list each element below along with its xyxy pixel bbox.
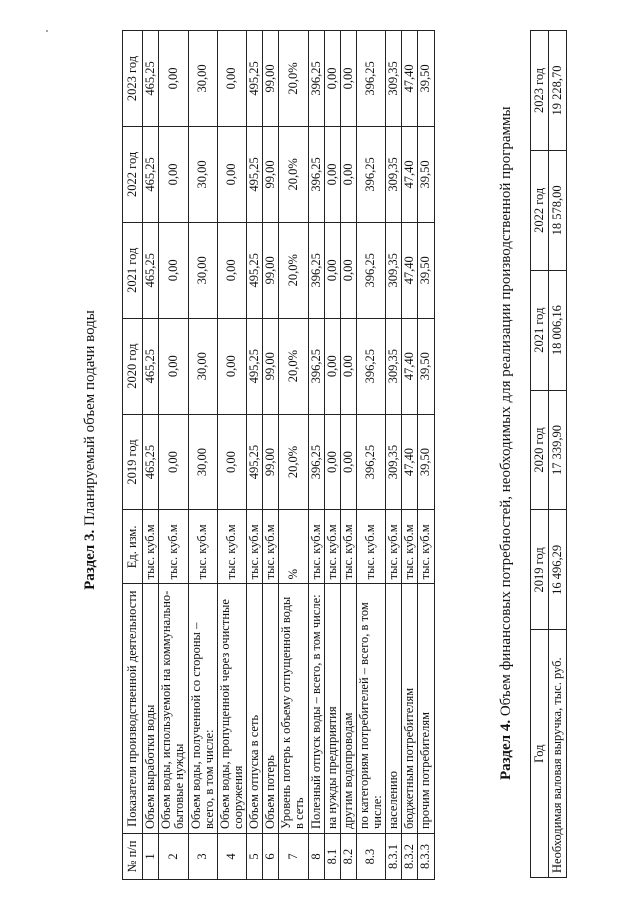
cell-value: 47,40 [402, 31, 418, 127]
row-indicator: Полезный отпуск воды – всего, в том числе: [308, 584, 324, 834]
row-unit: тыс. куб.м [263, 510, 279, 584]
cell-value: 19 228,70 [549, 31, 567, 151]
header-year: 2022 год [123, 126, 143, 222]
row-unit: тыс. куб.м [340, 510, 356, 584]
document-page [22, 20, 622, 880]
row-number: 6 [263, 834, 279, 880]
row-unit: тыс. куб.м [324, 510, 340, 584]
cell-value: 30,00 [188, 126, 217, 222]
financial-needs-table [530, 30, 567, 878]
cell-value: 0,00 [340, 414, 356, 510]
header-indicator: Показатели производственной деятельности [123, 584, 143, 834]
row-indicator: по категориям потребителей – всего, в том числе: [356, 584, 385, 834]
row-number: 8.3.2 [402, 834, 418, 880]
table-row [159, 31, 188, 880]
section3-title-text: Планируемый объем подачи воды [82, 310, 98, 530]
cell-value: 396,25 [308, 318, 324, 414]
row-indicator: Объем выработки воды [143, 584, 159, 834]
table-row [549, 31, 567, 878]
cell-value: 39,50 [418, 222, 434, 318]
cell-value: 396,25 [308, 222, 324, 318]
table-row [402, 31, 418, 880]
header-year: 2021 год [123, 222, 143, 318]
row-indicator: Объем воды, пропущенной через очистные сооружения [217, 584, 246, 834]
row-unit: тыс. куб.м [188, 510, 217, 584]
cell-value: 99,00 [263, 126, 279, 222]
cell-value: 20,0% [279, 31, 308, 127]
row-unit: тыс. куб.м [356, 510, 385, 584]
header-year-label: Год [531, 630, 549, 878]
cell-value: 396,25 [308, 414, 324, 510]
cell-value: 39,50 [418, 414, 434, 510]
table-row [188, 31, 217, 880]
row-indicator: населению [386, 584, 402, 834]
cell-value: 309,35 [386, 414, 402, 510]
row-unit: тыс. куб.м [402, 510, 418, 584]
cell-value: 0,00 [159, 126, 188, 222]
cell-value: 396,25 [356, 126, 385, 222]
cell-value: 18 006,16 [549, 270, 567, 390]
row-unit: тыс. куб.м [308, 510, 324, 584]
cell-value: 47,40 [402, 414, 418, 510]
header-year: 2023 год [531, 31, 549, 151]
row-indicator: Объем отпуска в сеть [247, 584, 263, 834]
table-row [143, 31, 159, 880]
row-number: 8.3.3 [418, 834, 434, 880]
cell-value: 0,00 [340, 31, 356, 127]
water-supply-table [122, 30, 435, 880]
row-unit: тыс. куб.м [143, 510, 159, 584]
cell-value: 0,00 [217, 318, 246, 414]
cell-value: 39,50 [418, 126, 434, 222]
cell-value: 0,00 [217, 414, 246, 510]
cell-value: 17 339,90 [549, 390, 567, 510]
cell-value: 30,00 [188, 31, 217, 127]
cell-value: 47,40 [402, 222, 418, 318]
section4-title [498, 20, 515, 780]
cell-value: 99,00 [263, 222, 279, 318]
row-unit: тыс. куб.м [386, 510, 402, 584]
row-indicator: Уровень потерь к объему отпущенной воды в сеть [279, 584, 308, 834]
section3-title [82, 20, 99, 880]
cell-value: 99,00 [263, 414, 279, 510]
cell-value: 0,00 [217, 222, 246, 318]
cell-value: 0,00 [324, 414, 340, 510]
cell-value: 396,25 [308, 31, 324, 127]
cell-value: 0,00 [324, 126, 340, 222]
row-number: 8 [308, 834, 324, 880]
header-year: 2020 год [123, 318, 143, 414]
header-year: 2021 год [531, 270, 549, 390]
row-number: 8.3 [356, 834, 385, 880]
cell-value: 465,25 [143, 222, 159, 318]
section4-title-bold: Раздел 4. [498, 719, 514, 780]
cell-value: 465,25 [143, 414, 159, 510]
cell-value: 396,25 [356, 318, 385, 414]
header-unit: Ед. изм. [123, 510, 143, 584]
row-number: 8.3.1 [386, 834, 402, 880]
cell-value: 0,00 [217, 126, 246, 222]
cell-value: 30,00 [188, 414, 217, 510]
cell-value: 396,25 [356, 222, 385, 318]
table-row [356, 31, 385, 880]
row-indicator: прочим потребителям [418, 584, 434, 834]
cell-value: 0,00 [159, 222, 188, 318]
header-year: 2023 год [123, 31, 143, 127]
row-number: 3 [188, 834, 217, 880]
cell-value: 309,35 [386, 126, 402, 222]
cell-value: 47,40 [402, 126, 418, 222]
header-num: № п/п [123, 834, 143, 880]
cell-value: 20,0% [279, 126, 308, 222]
cell-value: 0,00 [340, 318, 356, 414]
row-indicator: Объем потерь [263, 584, 279, 834]
row-number: 7 [279, 834, 308, 880]
cell-value: 18 578,00 [549, 150, 567, 270]
cell-value: 396,25 [356, 31, 385, 127]
cell-value: 495,25 [247, 414, 263, 510]
cell-value: 30,00 [188, 318, 217, 414]
cell-value: 47,40 [402, 318, 418, 414]
cell-value: 39,50 [418, 318, 434, 414]
cell-value: 0,00 [159, 31, 188, 127]
row-number: 2 [159, 834, 188, 880]
cell-value: 0,00 [340, 222, 356, 318]
cell-value: 20,0% [279, 414, 308, 510]
header-year: 2020 год [531, 390, 549, 510]
cell-value: 39,50 [418, 31, 434, 127]
row-number: 8.2 [340, 834, 356, 880]
table-row [247, 31, 263, 880]
cell-value: 0,00 [340, 126, 356, 222]
table-row [340, 31, 356, 880]
table-header-row [123, 31, 143, 880]
cell-value: 0,00 [324, 31, 340, 127]
cell-value: 396,25 [356, 414, 385, 510]
header-year: 2019 год [123, 414, 143, 510]
cell-value: 20,0% [279, 318, 308, 414]
cell-value: 465,25 [143, 126, 159, 222]
scan-speck [46, 30, 48, 32]
table-row [418, 31, 434, 880]
cell-value: 465,25 [143, 318, 159, 414]
section4-title-text: Объем финансовых потребностей, необходимых для реализации производственной программы [498, 106, 514, 720]
row-number: 1 [143, 834, 159, 880]
cell-value: 0,00 [324, 222, 340, 318]
row-unit: тыс. куб.м [247, 510, 263, 584]
cell-value: 20,0% [279, 222, 308, 318]
row-unit: тыс. куб.м [159, 510, 188, 584]
cell-value: 0,00 [159, 414, 188, 510]
cell-value: 30,00 [188, 222, 217, 318]
row-indicator: на нужды предприятия [324, 584, 340, 834]
cell-value: 309,35 [386, 318, 402, 414]
row-indicator: бюджетным потребителям [402, 584, 418, 834]
cell-value: 495,25 [247, 31, 263, 127]
table-row [279, 31, 308, 880]
table-row [308, 31, 324, 880]
cell-value: 465,25 [143, 31, 159, 127]
row-unit: тыс. куб.м [418, 510, 434, 584]
row-number: 8.1 [324, 834, 340, 880]
table-row [386, 31, 402, 880]
row-indicator: Объем воды, используемой на коммунально-бытовые нужды [159, 584, 188, 834]
row-unit: тыс. куб.м [217, 510, 246, 584]
table-header-row [531, 31, 549, 878]
cell-value: 0,00 [217, 31, 246, 127]
cell-value: 0,00 [159, 318, 188, 414]
cell-value: 309,35 [386, 31, 402, 127]
cell-value: 99,00 [263, 318, 279, 414]
cell-value: 309,35 [386, 222, 402, 318]
header-year: 2022 год [531, 150, 549, 270]
row-number: 4 [217, 834, 246, 880]
table-row [217, 31, 246, 880]
table-row [263, 31, 279, 880]
cell-value: 0,00 [324, 318, 340, 414]
cell-value: 396,25 [308, 126, 324, 222]
table-row [324, 31, 340, 880]
header-year: 2019 год [531, 510, 549, 630]
row-unit: % [279, 510, 308, 584]
row-indicator: Объем воды, полученной со стороны – всего, в том числе: [188, 584, 217, 834]
row-number: 5 [247, 834, 263, 880]
cell-value: 495,25 [247, 126, 263, 222]
cell-value: 16 496,29 [549, 510, 567, 630]
row-label: Необходимая валовая выручка, тыс. руб. [549, 630, 567, 878]
cell-value: 495,25 [247, 222, 263, 318]
cell-value: 99,00 [263, 31, 279, 127]
section3-title-bold: Раздел 3. [82, 529, 98, 590]
row-indicator: другим водопроводам [340, 584, 356, 834]
cell-value: 495,25 [247, 318, 263, 414]
